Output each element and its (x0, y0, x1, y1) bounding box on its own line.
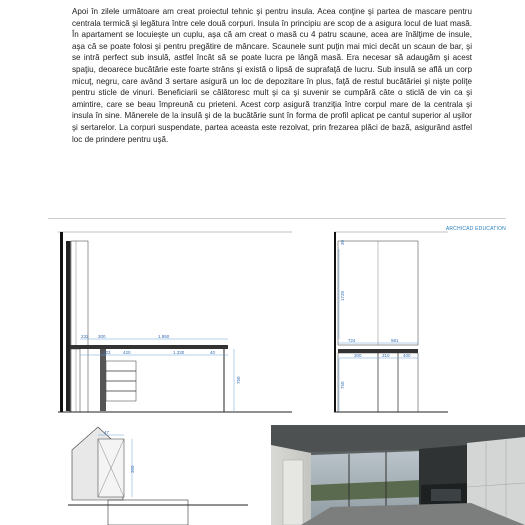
article-paragraph: Apoi în zilele următoare am creat proiectul tehnic şi pentru insula. Acea conţine şi partea de mascare pentru centrala termică şi legătura între cele două corpuri. Insula în principiu are scop de a asigura locul de luat masă. În apartament se locuieşte un cuplu, aşa că am creat o masă cu 4 patru scaune, acea are înălţime de insule, aşa că se poate folosi şi pentru pregătire de mâncare. Scaunele sunt puţin mai mici decât un scaun de bar, şi se intră perfect sub insulă, astfel încât să se poate lucra pe lângă masă. Era necesar să adaugăm şi acest spaţiu, deoarece bucătărie este foarte strâns şi există o lipsă de suprafaţă de lucru. Sub insulă se află un corp micuţ, negru, care având 3 sertare asigură un loc de depozitare în plus, faţă de restul bucătăriei şi nişte poliţe pentru sticle de vinuri. Beneficiarii se călătoresc mult şi ca şi suvenir se cumpără câte o sticlă de vin ca şi amintire, care se beau împreună cu prieteni. Acest corp asigură tranziţia între corpul mare de la centrala şi insula în sine. Mânerele de la insulă şi de la bucătărie sunt în forma de profil aplicat pe cantul superior al uşilor şi sertarelor. La corpuri suspendate, partea aceasta este rezolvat, prin frezarea plăci de bază, asigurând astfel loc de prindere pentru uşă. (72, 7, 472, 144)
dim-label: 1.330 (173, 350, 185, 355)
dim-label: 310 (382, 353, 390, 358)
plan-drawing (48, 425, 248, 525)
dim-label: 1720 (340, 290, 345, 301)
dim-label: 30 (340, 239, 345, 245)
render-photo (271, 425, 525, 525)
dim-label: 581 (391, 338, 399, 343)
elevation-right-drawing (48, 219, 506, 419)
dim-label: 300 (354, 353, 362, 358)
dim-label: 420 (123, 350, 131, 355)
dim-label: 40 (210, 350, 216, 355)
dim-label: 350 (130, 465, 135, 473)
dim-label: 724 (348, 338, 356, 343)
dim-label: 47 (104, 430, 110, 435)
dim-label: 750 (340, 381, 345, 389)
dim-label: 523 (103, 350, 111, 355)
dim-label: 750 (236, 376, 241, 384)
dim-label: 232 (81, 334, 89, 339)
render-image (271, 425, 525, 525)
dim-label: 400 (403, 353, 411, 358)
drawing-sheet (48, 218, 506, 419)
sheet-label: ARCHICAD EDUCATION (445, 226, 506, 232)
dim-label: 1.950 (158, 334, 170, 339)
dim-label: 300 (98, 334, 106, 339)
article-text (72, 6, 472, 145)
